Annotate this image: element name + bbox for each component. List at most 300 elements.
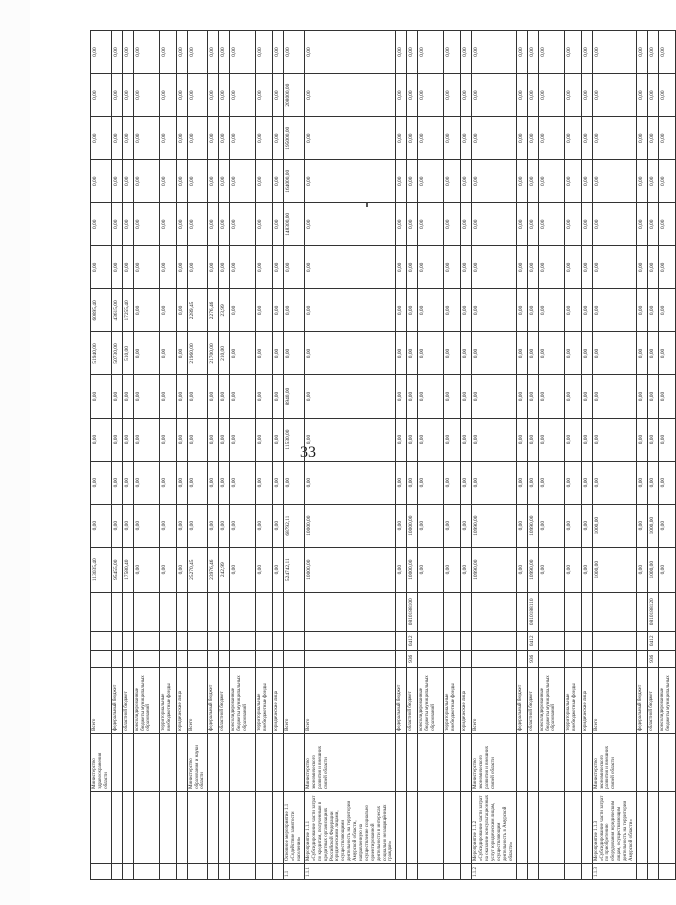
amount-cell: 0,00 [122,504,133,547]
amount-cell: 0,00 [122,117,133,160]
amount-cell: 0,00 [592,461,636,504]
row-number-cell [273,863,284,879]
amount-cell: 0,00 [273,117,284,160]
amount-cell: 0,00 [527,332,538,375]
funding-source-cell: территориальные внебюджетные фонды [444,667,461,733]
section-code-cell [111,631,122,650]
amount-cell: 0,00 [538,375,564,418]
amount-cell: 0,00 [176,160,187,203]
section-code-cell [472,631,516,650]
amount-cell: 0,00 [658,74,675,117]
grbs-code-cell: 936 [527,650,538,667]
amount-cell: 0,00 [564,289,581,332]
amount-cell: 0,00 [91,461,112,504]
grbs-code-cell [418,650,444,667]
row-number-cell: 1.1.3 [592,863,636,879]
amount-cell: 0,00 [647,375,658,418]
amount-cell: 8940,00 [284,375,305,418]
target-article-cell [516,592,527,631]
amount-cell: 0,00 [564,504,581,547]
section-code-cell [219,631,230,650]
table-row [284,31,305,880]
amount-cell: 0,00 [444,504,461,547]
measure-name-cell [581,791,592,863]
grbs-code-cell [284,650,305,667]
section-code-cell [187,631,208,650]
amount-cell: 0,00 [444,461,461,504]
amount-cell: 0,00 [111,31,122,74]
amount-cell: 0,00 [159,375,176,418]
amount-cell: 0,00 [305,160,396,203]
target-article-cell [176,592,187,631]
funding-source-cell: территориальные внебюджетные фонды [256,667,273,733]
section-code-cell [461,631,472,650]
amount-cell: 0,00 [527,74,538,117]
amount-cell: 0,00 [122,418,133,461]
amount-cell: 208000,00 [284,74,305,117]
row-number-cell: 1.1.2 [472,863,516,879]
target-article-cell: 0810188120 [647,592,658,631]
amount-cell: 0,00 [472,74,516,117]
funding-source-cell: федеральный бюджет [636,667,647,733]
amount-cell: 0,00 [658,203,675,246]
row-number-cell [159,863,176,879]
amount-cell: 0,00 [516,504,527,547]
amount-cell: 0,00 [133,203,159,246]
grbs-code-cell [256,650,273,667]
funding-source-cell: областной бюджет [527,667,538,733]
table-row [256,31,273,880]
amount-cell: 0,00 [176,203,187,246]
amount-cell: 0,00 [396,418,407,461]
amount-cell: 0,00 [187,160,208,203]
amount-cell: 0,00 [461,31,472,74]
amount-cell: 11530,00 [284,418,305,461]
amount-cell: 0,00 [396,31,407,74]
grbs-code-cell [472,650,516,667]
executor-cell [159,733,176,791]
amount-cell: 10000,00 [305,504,396,547]
amount-cell: 0,00 [284,332,305,375]
amount-cell: 0,00 [219,160,230,203]
table-row [305,31,396,880]
amount-cell: 0,00 [208,418,219,461]
table-row [111,31,122,880]
amount-cell: 0,00 [230,375,256,418]
row-number-cell [538,863,564,879]
amount-cell: 0,00 [176,461,187,504]
measure-name-cell [230,791,256,863]
amount-cell: 0,00 [256,504,273,547]
amount-cell: 0,00 [91,504,112,547]
amount-cell: 0,00 [581,461,592,504]
amount-cell: 0,00 [176,117,187,160]
amount-cell: 0,00 [219,375,230,418]
amount-cell: 0,00 [647,160,658,203]
table-row [592,31,636,880]
amount-cell: 0,00 [538,461,564,504]
amount-cell: 0,00 [658,375,675,418]
amount-cell: 524742,11 [284,547,305,592]
amount-cell: 0,00 [592,375,636,418]
amount-cell: 0,00 [187,418,208,461]
amount-cell: 0,00 [176,289,187,332]
amount-cell: 0,00 [538,289,564,332]
amount-cell: 10990,00 [527,504,538,547]
amount-cell: 0,00 [208,246,219,289]
amount-cell: 51940,00 [91,332,112,375]
amount-cell: 0,00 [636,74,647,117]
amount-cell: 0,00 [564,418,581,461]
amount-cell: 0,00 [636,203,647,246]
amount-cell: 0,00 [187,375,208,418]
amount-cell: 0,00 [133,246,159,289]
amount-cell: 0,00 [133,31,159,74]
row-number-cell [407,863,418,879]
funding-source-cell: областной бюджет [407,667,418,733]
measure-name-cell [407,791,418,863]
amount-cell: 25270,45 [187,547,208,592]
executor-cell [636,733,647,791]
amount-cell: 0,00 [461,418,472,461]
table-row [407,31,418,880]
amount-cell: 0,00 [538,504,564,547]
funding-source-cell: юридические лица [461,667,472,733]
amount-cell: 0,00 [527,375,538,418]
target-article-cell [396,592,407,631]
amount-cell: 0,00 [122,31,133,74]
amount-cell: 0,00 [122,375,133,418]
measure-name-cell [527,791,538,863]
amount-cell: 0,00 [418,504,444,547]
amount-cell: 0,00 [407,203,418,246]
amount-cell: 0,00 [91,117,112,160]
amount-cell: 0,00 [133,547,159,592]
amount-cell: 0,00 [472,246,516,289]
funding-source-cell: областной бюджет [122,667,133,733]
amount-cell: 210,00 [219,332,230,375]
grbs-code-cell [91,650,112,667]
row-number-cell [111,863,122,879]
target-article-cell [461,592,472,631]
amount-cell: 0,00 [658,547,675,592]
measure-name-cell [176,791,187,863]
measure-name-cell [273,791,284,863]
amount-cell: 0,00 [592,203,636,246]
measure-name-cell [208,791,219,863]
target-article-cell [538,592,564,631]
amount-cell: 0,00 [407,246,418,289]
executor-cell [658,733,675,791]
amount-cell: 0,00 [111,418,122,461]
amount-cell: 0,00 [418,246,444,289]
row-number-cell [208,863,219,879]
amount-cell: 0,00 [472,31,516,74]
amount-cell: 0,00 [273,332,284,375]
funding-source-cell: федеральный бюджет [396,667,407,733]
amount-cell: 0,00 [472,461,516,504]
table-row [516,31,527,880]
amount-cell: 0,00 [592,31,636,74]
executor-cell [581,733,592,791]
amount-cell: 0,00 [396,160,407,203]
funding-source-cell: областной бюджет [647,667,658,733]
amount-cell: 0,00 [444,31,461,74]
row-number-cell [527,863,538,879]
measure-name-cell: Мероприятие 1.1.3 «Субсидирование части затрат по приобретению оборудования юридическим лицам, осуществляющим деятельность на территории Амурской области» [592,791,636,863]
amount-cell: 0,00 [461,547,472,592]
funding-source-cell: Всего [187,667,208,733]
amount-cell: 0,00 [230,547,256,592]
target-article-cell [91,592,112,631]
amount-cell: 0,00 [176,504,187,547]
executor-cell [396,733,407,791]
amount-cell: 0,00 [516,246,527,289]
amount-cell: 0,00 [305,461,396,504]
amount-cell: 0,00 [122,203,133,246]
amount-cell: 0,00 [564,547,581,592]
table-row [219,31,230,880]
grbs-code-cell [516,650,527,667]
amount-cell: 0,00 [284,31,305,74]
amount-cell: 0,00 [91,203,112,246]
measure-name-cell: Мероприятие 1.1.2 «Субсидирование части затрат на оказание консультационных услуг юридическим лицам, осуществляющим деятельность в Амурской области» [472,791,516,863]
amount-cell: 0,00 [581,203,592,246]
amount-cell: 0,00 [418,117,444,160]
target-article-cell [111,592,122,631]
amount-cell: 0,00 [581,246,592,289]
amount-cell: 113035,40 [91,547,112,592]
amount-cell: 0,00 [187,461,208,504]
section-code-cell [658,631,675,650]
grbs-code-cell [396,650,407,667]
amount-cell: 0,00 [592,418,636,461]
funding-source-cell: областной бюджет [219,667,230,733]
measure-name-cell [658,791,675,863]
amount-cell: 0,00 [176,246,187,289]
amount-cell: 0,00 [219,504,230,547]
section-code-cell [91,631,112,650]
amount-cell: 0,00 [581,117,592,160]
amount-cell: 0,00 [284,246,305,289]
executor-cell: Министерство экономического развития и внешних связей области [305,733,396,791]
amount-cell: 0,00 [133,160,159,203]
amount-cell: 242,99 [219,547,230,592]
amount-cell: 0,00 [219,31,230,74]
amount-cell: 0,00 [187,246,208,289]
executor-cell [647,733,658,791]
amount-cell: 0,00 [647,117,658,160]
amount-cell: 68792,11 [284,504,305,547]
amount-cell: 0,00 [581,504,592,547]
amount-cell: 1000,00 [592,547,636,592]
amount-cell: 0,00 [472,375,516,418]
amount-cell: 0,00 [133,74,159,117]
amount-cell: 0,00 [636,31,647,74]
amount-cell: 0,00 [230,461,256,504]
grbs-code-cell [133,650,159,667]
amount-cell: 23,99 [219,289,230,332]
amount-cell: 0,00 [564,117,581,160]
amount-cell: 0,00 [159,74,176,117]
amount-cell: 0,00 [516,418,527,461]
target-article-cell [564,592,581,631]
amount-cell: 10990,00 [472,547,516,592]
amount-cell: 0,00 [273,547,284,592]
section-code-cell [592,631,636,650]
amount-cell: 0,00 [208,461,219,504]
measure-name-cell [133,791,159,863]
section-code-cell [133,631,159,650]
table-row [122,31,133,880]
section-code-cell [122,631,133,650]
table-row [444,31,461,880]
funding-source-cell: юридические лица [273,667,284,733]
section-code-cell [564,631,581,650]
amount-cell: 0,00 [516,547,527,592]
amount-cell: 0,00 [305,203,396,246]
table-row [647,31,658,880]
amount-cell: 0,00 [273,160,284,203]
funding-source-cell: юридические лица [176,667,187,733]
measure-name-cell [91,791,112,863]
amount-cell: 10990,00 [472,504,516,547]
executor-cell [284,733,305,791]
amount-cell: 0,00 [230,74,256,117]
target-article-cell [592,592,636,631]
row-number-cell [256,863,273,879]
grbs-code-cell: 936 [647,650,658,667]
section-code-cell [396,631,407,650]
measure-name-cell [444,791,461,863]
table-row [538,31,564,880]
grbs-code-cell [208,650,219,667]
amount-cell: 0,00 [273,74,284,117]
table-row [636,31,647,880]
funding-source-cell: территориальные внебюджетные фонды [159,667,176,733]
amount-cell: 0,00 [273,246,284,289]
row-number-cell: 1.1 [284,863,305,879]
executor-cell [461,733,472,791]
amount-cell: 0,00 [396,117,407,160]
amount-cell: 0,00 [564,160,581,203]
amount-cell: 0,00 [159,117,176,160]
amount-cell: 0,00 [418,203,444,246]
executor-cell [133,733,159,791]
amount-cell: 0,00 [516,117,527,160]
section-code-cell [176,631,187,650]
measure-name-cell [538,791,564,863]
executor-cell [273,733,284,791]
funding-source-cell: Всего [305,667,396,733]
amount-cell: 0,00 [273,375,284,418]
amount-cell: 0,00 [527,160,538,203]
amount-cell: 0,00 [527,461,538,504]
amount-cell: 0,00 [284,461,305,504]
amount-cell: 0,00 [305,246,396,289]
measure-name-cell: Основное мероприятие 1.1 «Содействие занятости населения» [284,791,305,863]
section-code-cell [305,631,396,650]
executor-cell: Министерство экономического развития и внешних связей области [592,733,636,791]
grbs-code-cell [122,650,133,667]
target-article-cell [219,592,230,631]
measure-name-cell [647,791,658,863]
funding-source-cell: Всего [284,667,305,733]
amount-cell: 0,00 [187,504,208,547]
amount-cell: 0,00 [91,74,112,117]
amount-cell: 0,00 [111,504,122,547]
amount-cell: 0,00 [208,504,219,547]
target-article-cell [208,592,219,631]
amount-cell: 0,00 [538,74,564,117]
amount-cell: 0,00 [592,160,636,203]
executor-cell: Министерство экономического развития и внешних связей области [472,733,516,791]
table-row [564,31,581,880]
amount-cell: 0,00 [564,246,581,289]
amount-cell: 2276,46 [208,289,219,332]
executor-cell [208,733,219,791]
amount-cell: 95455,00 [111,547,122,592]
amount-cell: 0,00 [592,74,636,117]
amount-cell: 0,00 [256,246,273,289]
amount-cell: 0,00 [647,74,658,117]
executor-cell [564,733,581,791]
amount-cell: 0,00 [636,117,647,160]
grbs-code-cell [564,650,581,667]
amount-cell: 0,00 [396,203,407,246]
amount-cell: 0,00 [256,203,273,246]
amount-cell: 0,00 [538,31,564,74]
page-number: 33 [300,444,316,461]
amount-cell: 0,00 [636,332,647,375]
row-number-cell [133,863,159,879]
amount-cell: 0,00 [461,117,472,160]
amount-cell: 0,00 [230,418,256,461]
amount-cell: 0,00 [256,332,273,375]
amount-cell: 0,00 [581,547,592,592]
amount-cell: 0,00 [647,461,658,504]
amount-cell: 0,00 [418,74,444,117]
amount-cell: 0,00 [91,160,112,203]
amount-cell: 0,00 [407,461,418,504]
amount-cell: 0,00 [418,160,444,203]
target-article-cell [159,592,176,631]
amount-cell: 0,00 [444,289,461,332]
amount-cell: 0,00 [647,246,658,289]
section-code-cell [208,631,219,650]
amount-cell: 0,00 [187,203,208,246]
section-code-cell [284,631,305,650]
amount-cell: 0,00 [418,461,444,504]
amount-cell: 0,00 [176,375,187,418]
grbs-code-cell [187,650,208,667]
measure-name-cell [256,791,273,863]
amount-cell: 195000,00 [284,117,305,160]
table-row [133,31,159,880]
amount-cell: 0,00 [592,117,636,160]
row-number-cell [636,863,647,879]
grbs-code-cell [219,650,230,667]
funding-source-cell: федеральный бюджет [516,667,527,733]
amount-cell: 0,00 [230,160,256,203]
section-code-cell [230,631,256,650]
budget-table [90,30,676,880]
target-article-cell: 0810188100 [407,592,418,631]
row-number-cell [396,863,407,879]
measure-name-cell [636,791,647,863]
amount-cell: 0,00 [407,289,418,332]
amount-cell: 0,00 [273,31,284,74]
